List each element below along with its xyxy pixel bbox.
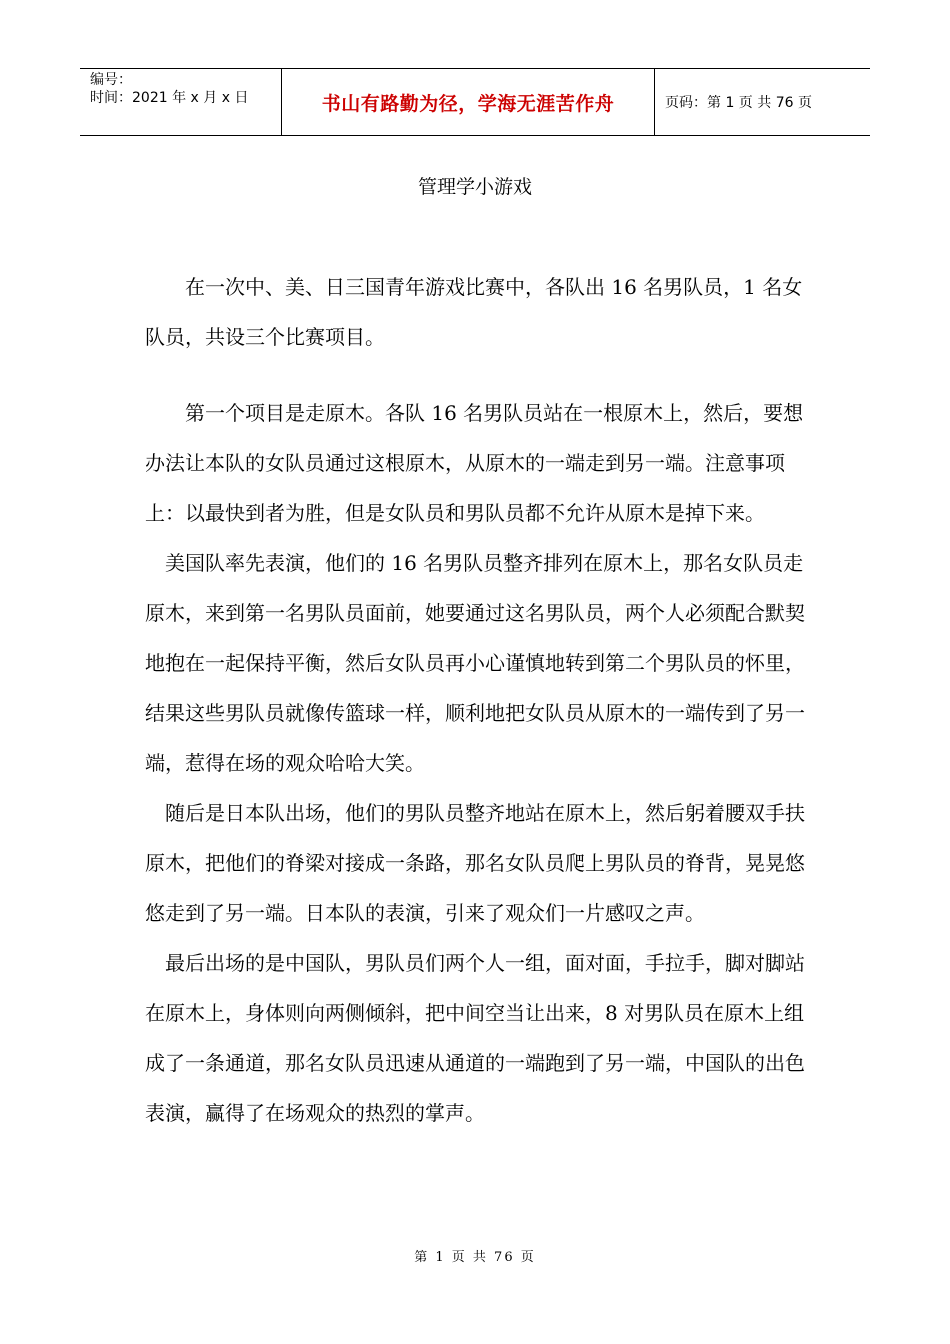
paragraph-japan: 随后是日本队出场，他们的男队员整齐地站在原木上，然后躬着腰双手扶原木，把他们的脊梁对接成一条路，那名女队员爬上男队员的脊背，晃晃悠悠走到了另一端。日本队的表演，引来了观众们一片感叹之声。: [145, 801, 805, 925]
document-title: 管理学小游戏: [417, 176, 532, 198]
header-meta-cell: [80, 69, 282, 135]
paragraph-china: 最后出场的是中国队，男队员们两个人一组，面对面，手拉手，脚对脚站在原木上，身体则向两侧倾斜，把中间空当让出来，8 对男队员在原木上组成了一条通道，那名女队员迅速从通道的一端跑到了另一端，中国队的出色表演，赢得了在场观众的热烈的掌声。: [145, 951, 805, 1125]
number-label: 编号：: [90, 72, 132, 88]
header-page-info: 页码：第 1 页 共 76 页: [665, 95, 812, 111]
paragraph-usa: 美国队率先表演，他们的 16 名男队员整齐排列在原木上，那名女队员走原木，来到第一名男队员面前，她要通过这名男队员，两个人必须配合默契地抱在一起保持平衡，然后女队员再小心谨慎地转到第二个男队员的怀里，结果这些男队员就像传篮球一样，顺利地把女队员从原木的一端传到了另一端，惹得在场的观众哈哈大笑。: [145, 551, 805, 775]
page-footer: 第 1 页 共 76 页: [414, 1250, 536, 1265]
date-label: 时间：2021 年 x 月 x 日: [90, 90, 249, 106]
paragraph-intro: 在一次中、美、日三国青年游戏比赛中，各队出 16 名男队员，1 名女队员，共设三个比赛项目。: [145, 275, 803, 349]
document-body: [145, 262, 810, 1138]
header-motto: 书山有路勤为径，学海无涯苦作舟: [282, 69, 655, 135]
paragraph-event-one: 第一个项目是走原木。各队 16 名男队员站在一根原木上，然后，要想办法让本队的女队员通过这根原木，从原木的一端走到另一端。注意事项上：以最快到者为胜，但是女队员和男队员都不允许从原木是掉下来。: [145, 401, 804, 525]
page-header: [80, 68, 870, 136]
